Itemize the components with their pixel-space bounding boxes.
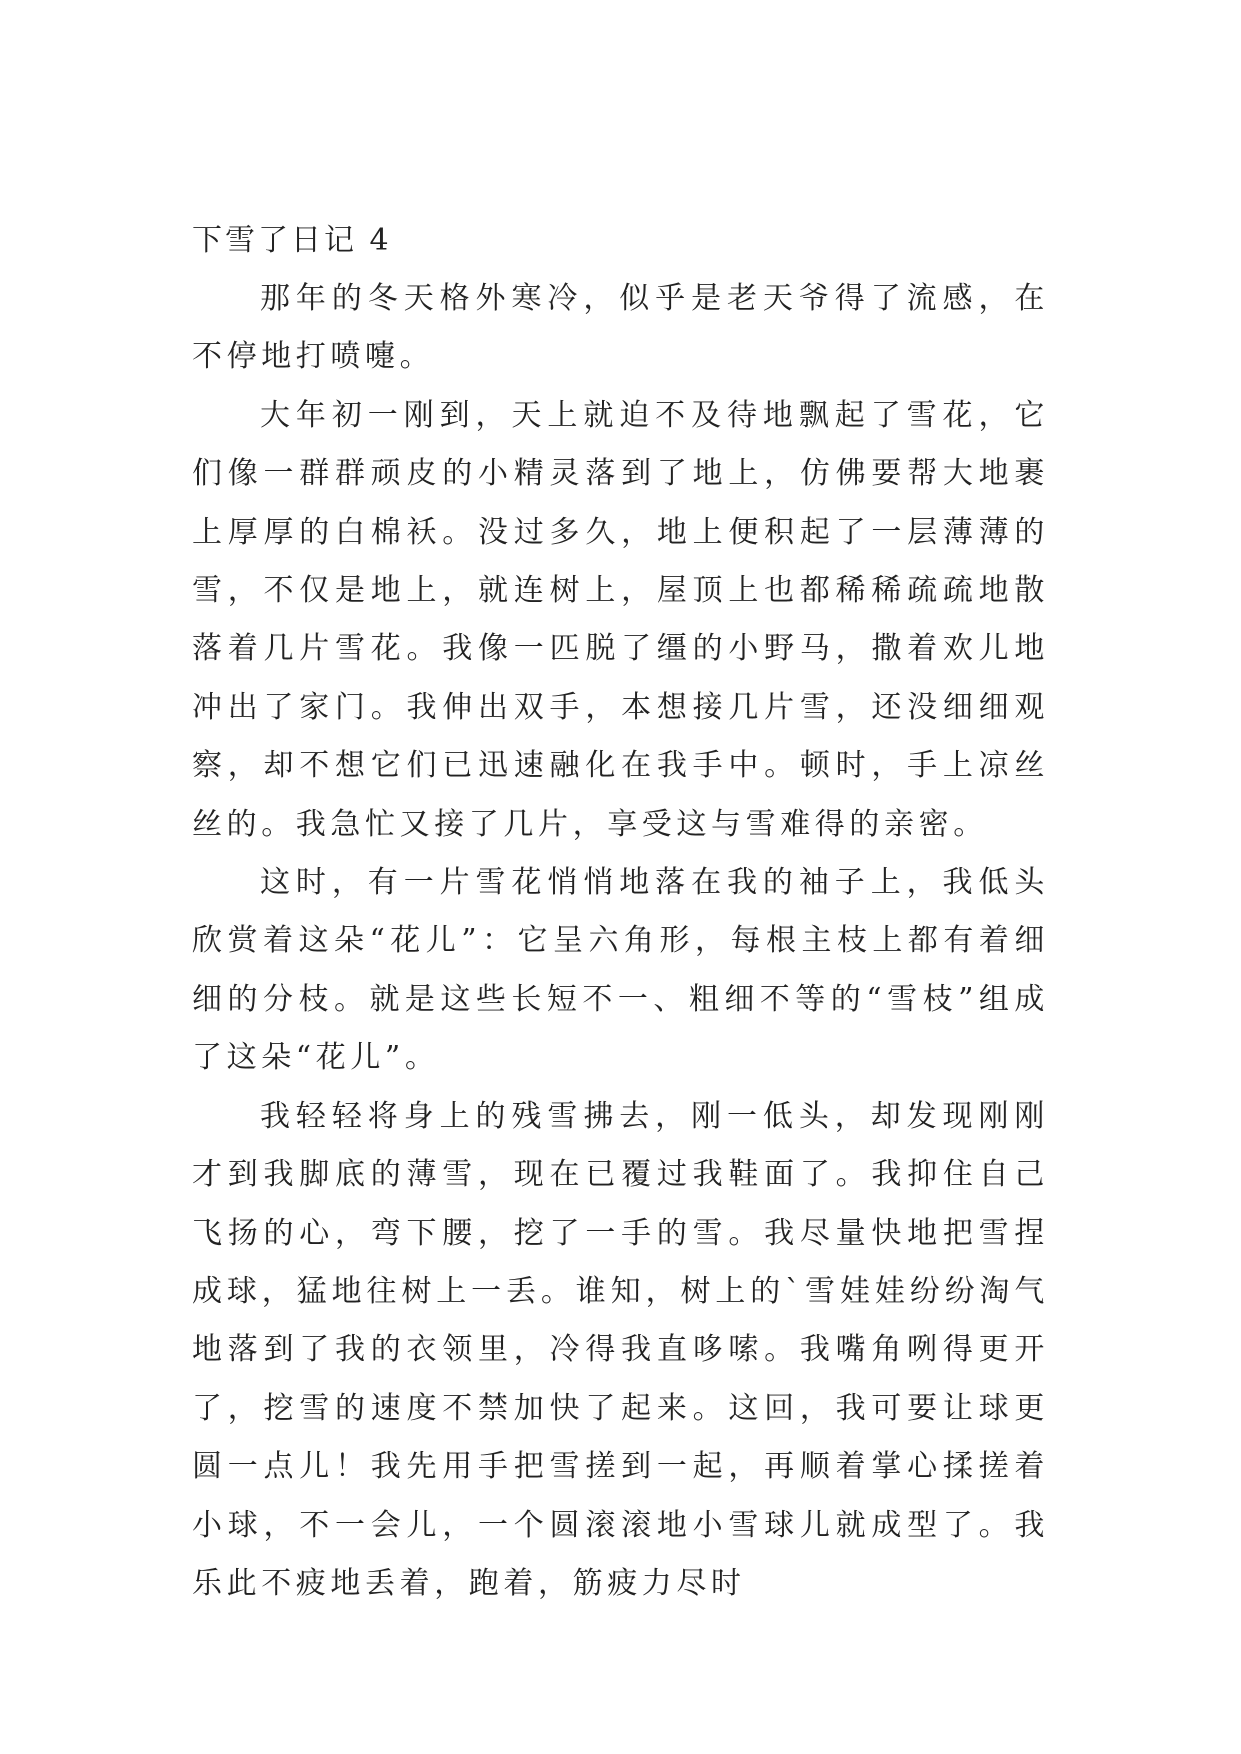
paragraph-3: 这时，有一片雪花悄悄地落在我的袖子上，我低头欣赏着这朵“花儿”：它呈六角形，每根主枝上都有着细细的分枝。就是这些长短不一、粗细不等的“雪枝”组成了这朵“花儿”。: [192, 865, 1049, 1076]
paragraph-2: 大年初一刚到，天上就迫不及待地飘起了雪花，它们像一群群顽皮的小精灵落到了地上，仿佛要帮大地裹上厚厚的白棉袄。没过多久，地上便积起了一层薄薄的雪，不仅是地上，就连树上，屋顶上也都稀稀疏疏地散落着几片雪花。我像一匹脱了缰的小野马，撒着欢儿地冲出了家门。我伸出双手，本想接几片雪，还没细细观察，却不想它们已迅速融化在我手中。顿时，手上凉丝丝的。我急忙又接了几片，享受这与雪难得的亲密。: [192, 397, 1049, 842]
paragraph-1: 那年的冬天格外寒冷，似乎是老天爷得了流感，在不停地打喷嚏。: [192, 281, 1049, 375]
paragraph-4: 我轻轻将身上的残雪拂去，刚一低头，却发现刚刚才到我脚底的薄雪，现在已覆过我鞋面了。我抑住自己飞扬的心，弯下腰，挖了一手的雪。我尽量快地把雪捏成球，猛地往树上一丢。谁知，树上的`雪娃娃纷纷淘气地落到了我的衣领里，冷得我直哆嗦。我嘴角咧得更开了，挖雪的速度不禁加快了起来。这回，我可要让球更圆一点儿！我先用手把雪搓到一起，再顺着掌心揉搓着小球，不一会儿，一个圆滚滚地小雪球儿就成型了。我乐此不疲地丢着，跑着，筋疲力尽时: [192, 1098, 1049, 1601]
document-body: [192, 212, 1049, 1613]
document-title: 下雪了日记 4: [192, 223, 392, 258]
